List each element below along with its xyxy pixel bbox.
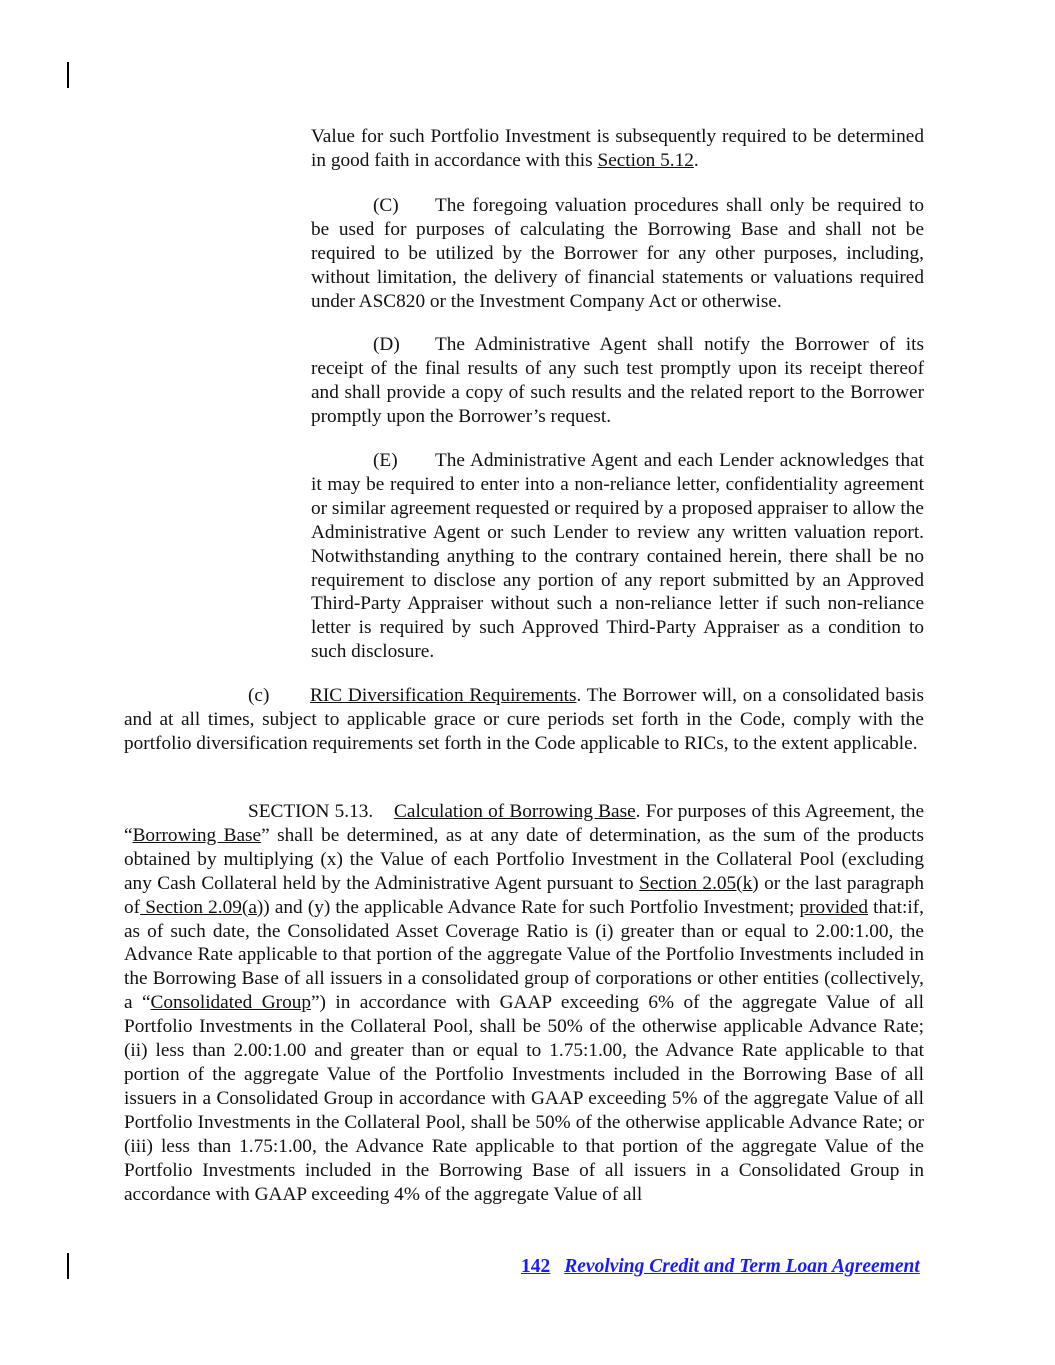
paragraph-c-ric: (c) RIC Diversification Requirements. The Borrower will, on a consolidated basis and at all times, subject to applicable grace or cure periods set forth in the Code, comply with the portfolio diversification requirements set forth in the Code applicable to RICs, to the extent applicable.: [124, 685, 924, 754]
page-footer: [521, 1256, 920, 1278]
item-label-E: (E): [373, 450, 398, 471]
ric-heading: RIC Diversification Requirements: [310, 685, 577, 706]
paragraph-D: (D) The Administrative Agent shall notify the Borrower of its receipt of the final results of any such test promptly upon its receipt thereof and shall provide a copy of such results and the related report to the Borrower promptly upon the Borrower’s request.: [311, 334, 924, 427]
paragraph-E: (E) The Administrative Agent and each Lender acknowledges that it may be required to enter into a non-reliance letter, confidentiality agreement or similar agreement requested or required by a proposed appraiser to allow the Administrative Agent or such Lender to review any written valuation report. Notwithstanding anything to the contrary contained herein, there shall be no requirement to disclose any portion of any report submitted by an Approved Third-Party Appraiser without such a non-reliance letter if such non-reliance letter is required by such Approved Third-Party Appraiser as a condition to such disclosure.: [311, 450, 924, 663]
section-5-13: SECTION 5.13. Calculation of Borrowing Base. For purposes of this Agreement, the “Borrowing Base” shall be determined, as at any date of determination, as the sum of the products obtained by multiplying (x) the Value of each Portfolio Investment in the Collateral Pool (excluding any Cash Collateral held by the Administrative Agent pursuant to Section 2.05(k) or the last paragraph of Section 2.09(a)) and (y) the applicable Advance Rate for such Portfolio Investment; provided that:if, as of such date, the Consolidated Asset Coverage Ratio is (i) greater than or equal to 2.00:1.00, the Advance Rate applicable to that portion of the aggregate Value of the Portfolio Investments included in the Borrowing Base of all issuers in a consolidated group of corporations or other entities (collectively, a “Consolidated Group”) in accordance with GAAP exceeding 6% of the aggregate Value of all Portfolio Investments in the Collateral Pool, shall be 50% of the otherwise applicable Advance Rate; (ii) less than 2.00:1.00 and greater than or equal to 1.75:1.00, the Advance Rate applicable to that portion of the aggregate Value of the Portfolio Investments included in the Borrowing Base of all issuers in a Consolidated Group in accordance with GAAP exceeding 5% of the aggregate Value of all Portfolio Investments in the Collateral Pool, shall be 50% of the otherwise applicable Advance Rate; or (iii) less than 1.75:1.00, the Advance Rate applicable to that portion of the aggregate Value of the Portfolio Investments included in the Borrowing Base of all issuers in a Consolidated Group in accordance with GAAP exceeding 4% of the aggregate Value of all: [124, 801, 925, 1205]
defined-term-consolidated-group: Consolidated Group: [150, 992, 311, 1014]
item-label-C: (C): [373, 195, 399, 216]
section-number: SECTION 5.13.: [248, 801, 374, 822]
page-number-link[interactable]: 142: [521, 1256, 551, 1277]
section-2-09a-ref[interactable]: Section 2.09(a): [140, 896, 264, 918]
item-label-c: (c): [248, 685, 270, 706]
revision-bar-bottom: [67, 1253, 69, 1279]
section-2-05k-ref[interactable]: Section 2.05(k): [639, 872, 759, 894]
paragraph-C: (C) The foregoing valuation procedures shall only be required to be used for purposes of calculating the Borrowing Base and shall not be required to be utilized by the Borrower for any other purposes, including, without limitation, the delivery of financial statements or valuations required under ASC820 or the Investment Company Act or otherwise.: [311, 195, 924, 312]
provided-term: provided: [799, 896, 868, 918]
section-5-12-ref[interactable]: Section 5.12: [597, 149, 694, 171]
paragraph-continuation: Value for such Portfolio Investment is subsequently required to be determined in good faith in accordance with this Section 5.12.: [311, 126, 924, 171]
defined-term-borrowing-base: Borrowing Base: [132, 824, 262, 846]
document-title-link[interactable]: Revolving Credit and Term Loan Agreement: [564, 1256, 920, 1277]
revision-bar-top: [67, 62, 69, 88]
section-heading: Calculation of Borrowing Base: [394, 801, 636, 822]
item-label-D: (D): [373, 334, 400, 355]
